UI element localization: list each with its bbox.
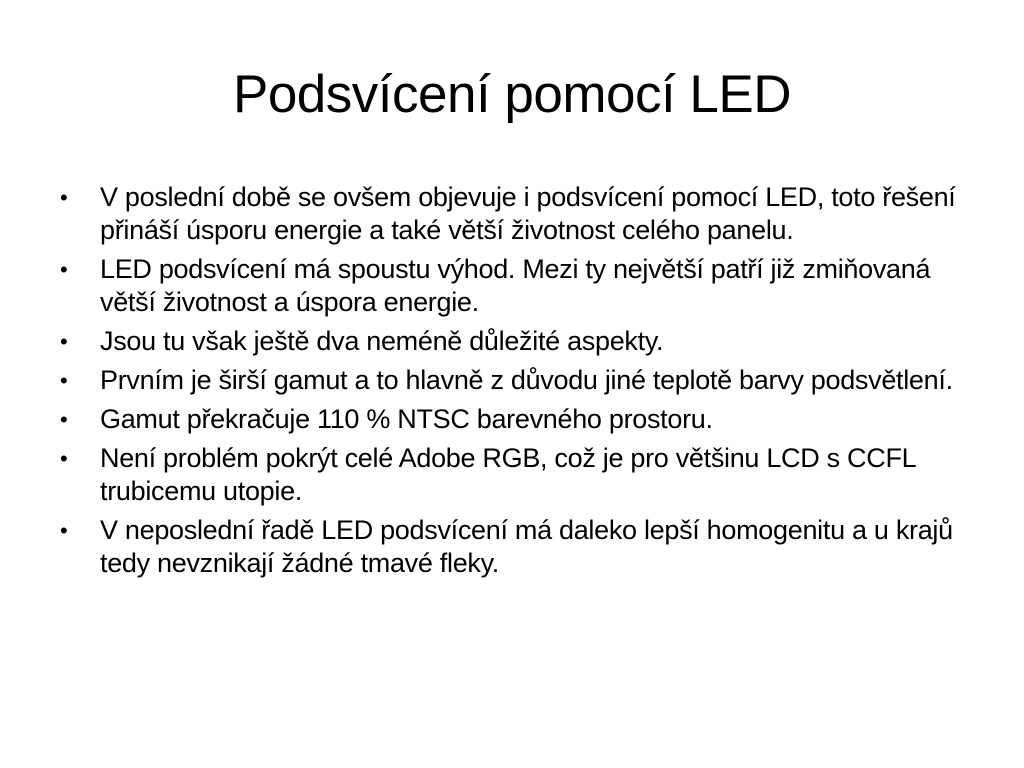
bullet-item — [60, 325, 980, 358]
bullet-list — [60, 181, 980, 586]
bullet-item — [60, 403, 980, 436]
bullet-item — [60, 253, 980, 319]
bullet-item — [60, 181, 980, 247]
bullet-dot-icon: • — [60, 257, 68, 282]
bullet-text: V poslední době se ovšem objevuje i podsvícení pomocí LED, toto řešení přináší úsporu energie a také větší životnost celého panelu. — [100, 182, 956, 245]
bullet-text: Prvním je širší gamut a to hlavně z důvodu jiné teplotě barvy podsvětlení. — [100, 365, 953, 395]
bullet-dot-icon: • — [60, 407, 68, 432]
bullet-text: Jsou tu však ještě dva neméně důležité aspekty. — [100, 326, 664, 356]
bullet-dot-icon: • — [60, 518, 68, 543]
bullet-item — [60, 364, 980, 397]
bullet-dot-icon: • — [60, 185, 68, 210]
bullet-dot-icon: • — [60, 368, 68, 393]
bullet-text: V neposlední řadě LED podsvícení má daleko lepší homogenitu a u krajů tedy nevznikají žádné tmavé fleky. — [100, 515, 953, 578]
bullet-dot-icon: • — [60, 329, 68, 354]
bullet-text: LED podsvícení má spoustu výhod. Mezi ty největší patří již zmiňovaná větší životnost a úspora energie. — [100, 254, 931, 317]
bullet-text: Není problém pokrýt celé Adobe RGB, což je pro většinu LCD s CCFL trubicemu utopie. — [100, 443, 916, 506]
bullet-item — [60, 442, 980, 508]
bullet-item — [60, 514, 980, 580]
slide-title: Podsvícení pomocí LED — [232, 65, 792, 124]
bullet-dot-icon: • — [60, 446, 68, 471]
bullet-text: Gamut překračuje 110 % NTSC barevného prostoru. — [100, 404, 713, 434]
